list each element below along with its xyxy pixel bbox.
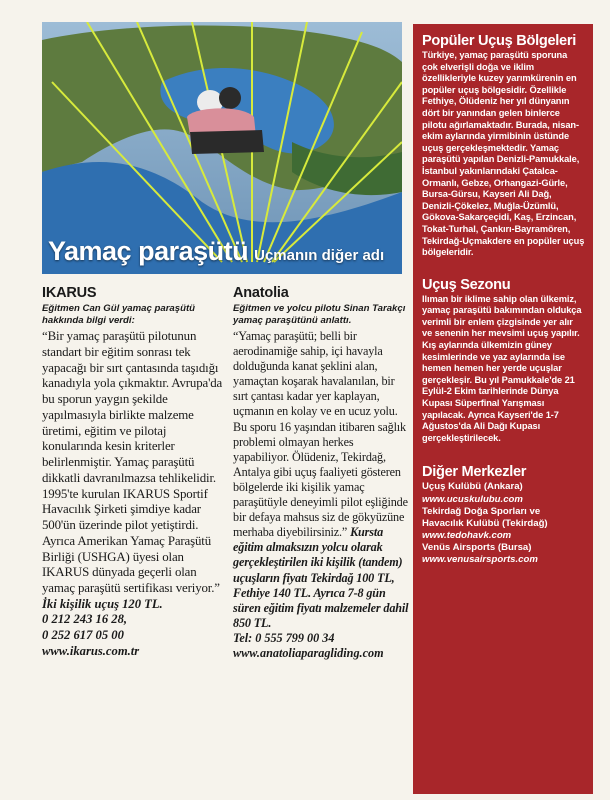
center-line: Tekirdağ Doğa Sporları ve [422,505,541,517]
ikarus-phone-2: 0 252 617 05 00 [42,627,124,642]
popular-regions-title: Popüler Uçuş Bölgeleri [422,33,576,49]
ikarus-website[interactable]: www.ikarus.com.tr [42,643,140,658]
center-line: Havacılık Kulübü (Tekirdağ) [422,517,548,529]
ikarus-phone-1: 0 212 243 16 28, [42,612,128,627]
anatolia-heading: Anatolia [233,285,289,301]
paraglider-photo [42,22,402,274]
flight-season-title: Uçuş Sezonu [422,276,511,293]
anatolia-intro: Eğitmen ve yolcu pilotu Sinan Tarakçı yamaç paraşütünü anlattı. [233,303,406,326]
headline [48,236,384,267]
anatolia-column [233,285,409,661]
info-sidebar [413,24,593,794]
anatolia-quote: “Yamaç paraşütü; belli bir aerodinamiğe sahip, içi havayla dolduğunda kanat şeklini alan, yamaçtan koşarak havalanılan, bir sırt çantası kadar yer kaplayan, uçmanın en kolay ve en ucuz yolu. Bu sporu 16 yaşından itibaren sağlık problemi olmayan herkes yapabiliyor. Ölüdeniz, Tekirdağ, Antalya gibi uçuş faaliyeti gösteren bölgelerde iki kişilik yamaç paraşütüyle deneyimli pilot eşliğinde bir defaya mahsus siz de gökyüzüne merhaba diyebilirsiniz.” [233,329,408,540]
popular-regions-text: Türkiye, yamaç paraşütü sporuna çok elverişli doğa ve iklim özellikleriyle kuzey yarımkürenin en popüler uçuş bölgesidir. Özellikle Fethiye, Ölüdeniz her yıl dünyanın dört bir yanından gelen binlerce pilotu ağırlamaktadır. Burada, nisan-ekim aylarında yirmibinin üstünde uçuş gerçekleşmektedir. Yamaç paraşütü yapılan Denizli-Pamukkale, İstanbul yakınlarındaki Çatalca-Ormanlı, Gebze, Orhangazi-Gürle, Bursa-Gürsu, Kayseri Ali Dağ, Denizli-Çökelez, Muğla-Üzümlü, Gökova-Sakarçeçidi, Kaş, Erzincan, Tokat-Turhal, Çankırı-Bayramören, Tekirdağ-Uçmakdere en popüler uçuş bölgeleridir. [422,50,585,258]
other-centers-list [422,481,585,566]
ikarus-price: İki kişilik uçuş 120 TL. [42,596,163,611]
headline-title: Yamaç paraşütü [48,236,249,266]
center-website[interactable]: www.ucuskulubu.com [422,493,523,505]
anatolia-website[interactable]: www.anatoliaparagliding.com [233,646,384,661]
center-website[interactable]: www.venusairsports.com [422,553,538,565]
other-centers-title: Diğer Merkezler [422,464,527,481]
ikarus-body: “Bir yamaç paraşütü pilotunun standart bir eğitim sonrası tek yapacağı bir sırt çantasında taşıdığı kanadıyla yola çıkmaktır. Avrupa'da bu sporun yaygın şekilde yapılmasıyla birlikte malzeme üretimi, eğitim ve pilotaj konularında kesin kriterler belirlenmiştir. Yamaç paraşütü dikkatli davranılmazsa tehlikelidir. 1995'te kurulan IKARUS Sportif Havacılık Şirketi şimdiye kadar 500'ün üzerinde pilot yetiştirdi. Ayrıca Amerikan Yamaç Paraşütü Birliği (USHGA) üyesi olan IKARUS dünyada geçerli olan yamaç paraşütü sertifikası veriyor.” [42,329,223,595]
anatolia-pricing: Kursta eğitim almaksızın yolcu olarak gerçekleştirilen iki kişilik (tandem) uçuşların fiyatı Tekirdağ 100 TL, Fethiye 140 TL. Ayrıca 7-8 gün süren eğitim fiyatı malzemeler dahil 850 TL. [233,525,409,630]
ikarus-heading: IKARUS [42,285,97,301]
center-website[interactable]: www.tedohavk.com [422,529,512,541]
anatolia-phone: Tel: 0 555 799 00 34 [233,630,335,645]
center-line: Uçuş Kulübü (Ankara) [422,481,523,493]
ikarus-intro: Eğitmen Can Gül yamaç paraşütü hakkında bilgi verdi: [42,303,196,326]
center-line: Venüs Airsports (Bursa) [422,541,532,553]
anatolia-body [233,329,409,631]
headline-subtitle: Uçmanın diğer adı [254,247,385,264]
flight-season-text: Ilıman bir iklime sahip olan ülkemiz, yamaç paraşütü bakımından oldukça verimli bir enlem çizgisinde yer alır ve senenin her mevsimi uçuş yapılır. Kış aylarında ülkemizin güney kesimlerinde ve yaz aylarında ise hemen hemen her yerde uçuşlar gerçekleşir. Bu yıl Pamukkale'de 21 Eylül-2 Ekim tarihlerinde Dünya Kupası Süperfinal Yarışması yapılacak. Ayrıca Kayseri'de 1-7 Ağustos'da Ali Dağı Kupası gerçekleştirilecek. [422,293,582,443]
ikarus-column [42,285,224,659]
